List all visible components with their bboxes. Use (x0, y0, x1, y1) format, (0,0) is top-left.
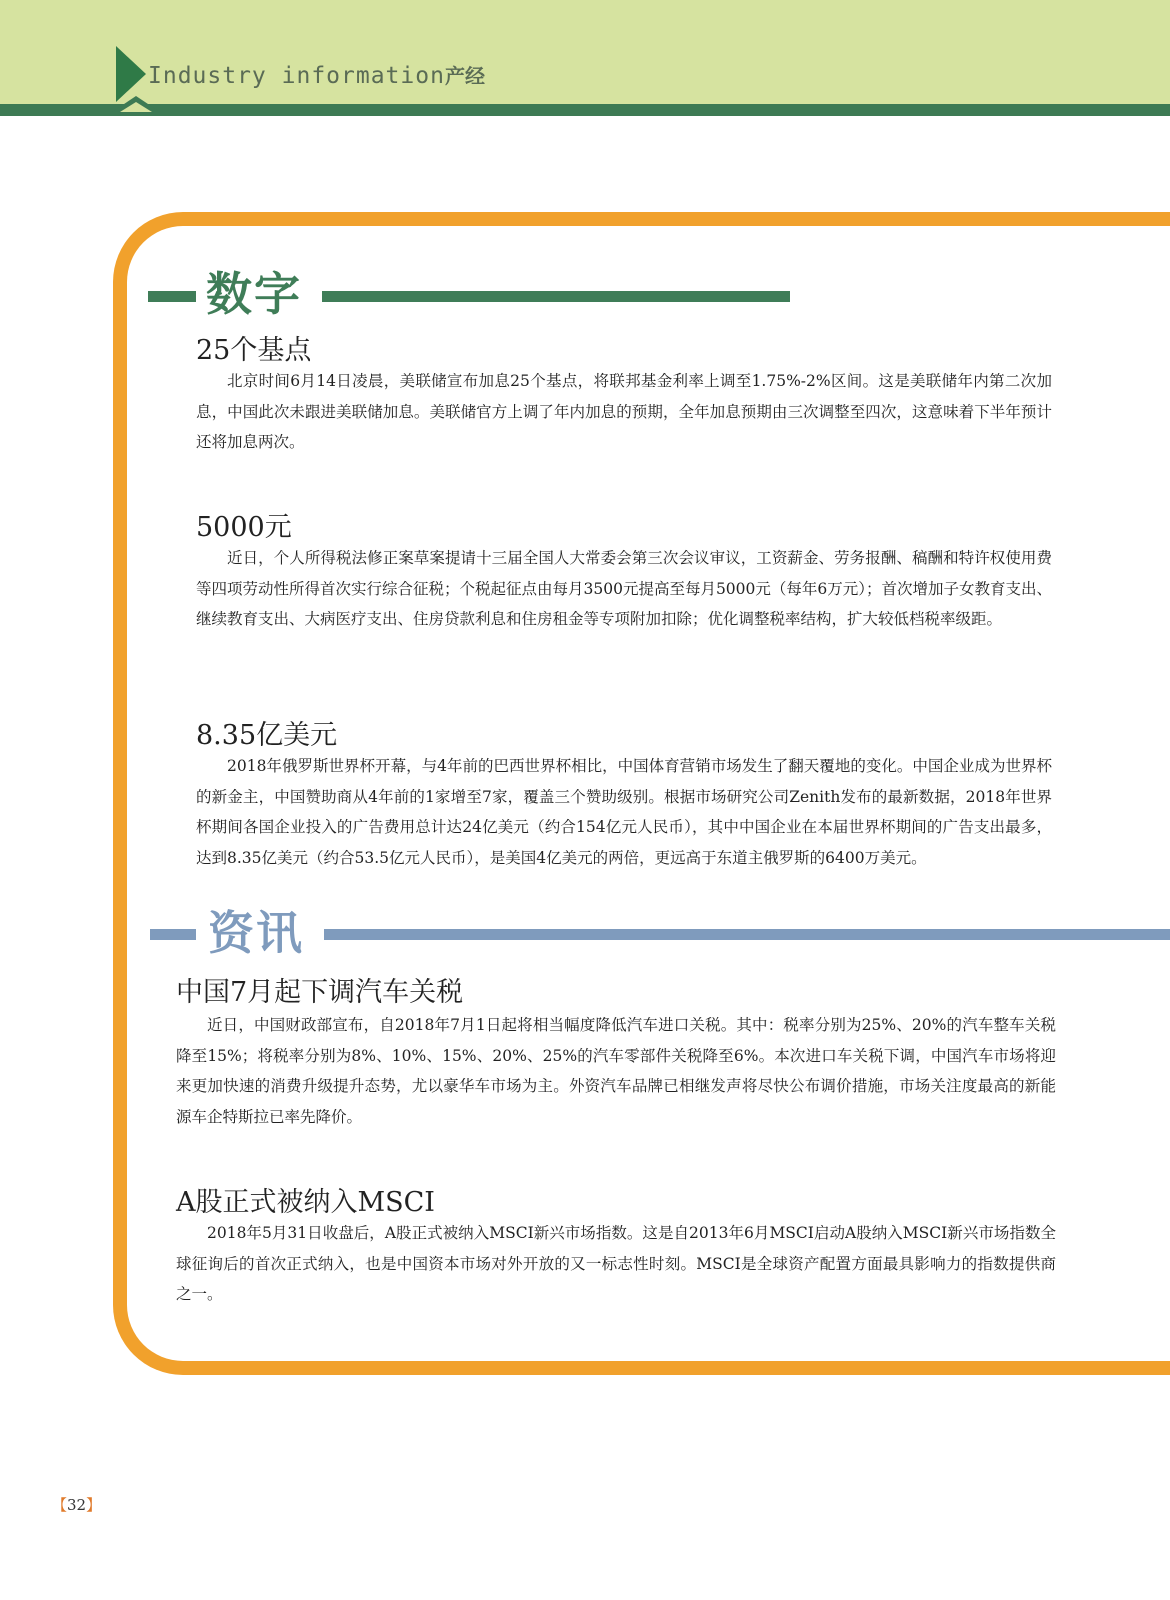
item-title: 8.35亿美元 (196, 720, 338, 751)
page-number (52, 1494, 101, 1515)
item-title: 中国7月起下调汽车关税 (176, 977, 464, 1008)
section-numbers-bar-left (148, 291, 196, 302)
page-number-value: 32 (67, 1496, 87, 1514)
header-line (0, 104, 1170, 116)
item-title: 25个基点 (196, 335, 312, 366)
item-title: 5000元 (196, 512, 292, 543)
page-bracket-right: 】 (86, 1496, 102, 1514)
header-title (148, 60, 485, 89)
item-body: 2018年5月31日收盘后，A股正式被纳入MSCI新兴市场指数。这是自2013年6月MSCI启动A股纳入MSCI新兴市场指数全球征询后的首次正式纳入，也是中国资本市场对外开放的又一标志性时刻。MSCI是全球资产配置方面最具影响力的指数提供商之一。 (176, 1224, 1056, 1303)
section-news-bar-right (324, 929, 1170, 940)
item-body: 近日，中国财政部宣布，自2018年7月1日起将相当幅度降低汽车进口关税。其中：税率分别为25%、20%的汽车整车关税降至15%；将税率分别为8%、10%、15%、20%、25%的汽车零部件关税降至6%。本次进口车关税下调，中国汽车市场将迎来更加快速的消费升级提升态势，尤以豪华车市场为主。外资汽车品牌已相继发声将尽快公布调价措施，市场关注度最高的新能源车企特斯拉已率先降价。 (176, 1016, 1056, 1126)
section-news-bar-left (150, 929, 196, 940)
header-title-cn: 产经 (444, 64, 485, 88)
section-news-title: 资讯 (208, 906, 304, 960)
item-body: 北京时间6月14日凌晨，美联储宣布加息25个基点，将联邦基金利率上调至1.75%-2%区间。这是美联储年内第二次加息，中国此次未跟进美联储加息。美联储官方上调了年内加息的预期，全年加息预期由三次调整至四次，这意味着下半年预计还将加息两次。 (196, 372, 1052, 451)
section-numbers-title: 数字 (206, 267, 302, 321)
section-numbers-bar-right (322, 291, 790, 302)
item-body: 近日，个人所得税法修正案草案提请十三届全国人大常委会第三次会议审议，工资薪金、劳务报酬、稿酬和特许权使用费等四项劳动性所得首次实行综合征税；个税起征点由每月3500元提高至每月5000元（每年6万元）；首次增加子女教育支出、继续教育支出、大病医疗支出、住房贷款利息和住房租金等专项附加扣除；优化调整税率结构，扩大较低档税率级距。 (196, 549, 1053, 628)
item-title: A股正式被纳入MSCI (176, 1187, 435, 1218)
header-notch-inner (120, 102, 152, 112)
item-body: 2018年俄罗斯世界杯开幕，与4年前的巴西世界杯相比，中国体育营销市场发生了翻天覆地的变化。中国企业成为世界杯的新金主，中国赞助商从4年前的1家增至7家，覆盖三个赞助级别。根据市场研究公司Zenith发布的最新数据，2018年世界杯期间各国企业投入的广告费用总计达24亿美元（约合154亿元人民币），其中中国企业在本届世界杯期间的广告支出最多，达到8.35亿美元（约合53.5亿元人民币），是美国4亿美元的两倍，更远高于东道主俄罗斯的6400万美元。 (196, 757, 1052, 867)
header-arrow-icon (116, 46, 146, 102)
header-title-en: Industry information (148, 63, 445, 89)
page-bracket-left: 【 (52, 1496, 68, 1514)
